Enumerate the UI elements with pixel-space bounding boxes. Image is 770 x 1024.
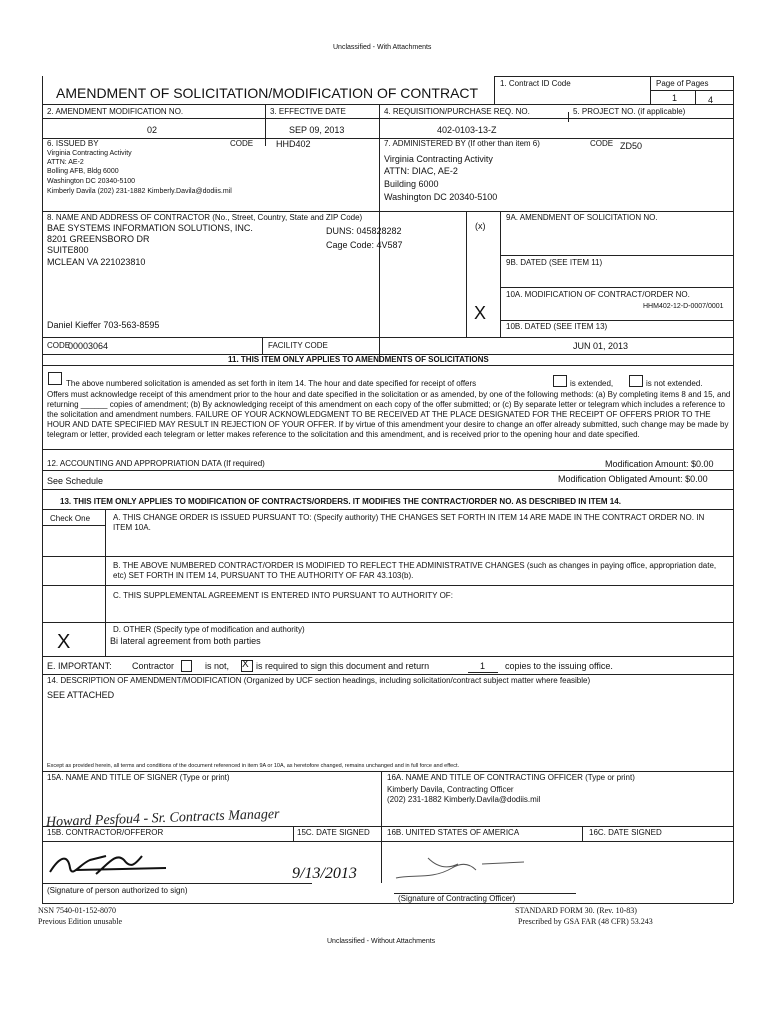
item-13c-text: C. THIS SUPPLEMENTAL AGREEMENT IS ENTERED INTO PURSUANT TO AUTHORITY OF:	[113, 591, 453, 600]
item-11-line1: The above numbered solicitation is amended as set forth in item 14. The hour and date specified for receipt of offers	[66, 379, 477, 388]
issued-code-value: HHD402	[276, 139, 311, 149]
item-11-title: 11. THIS ITEM ONLY APPLIES TO AMENDMENTS OF SOLICITATIONS	[228, 355, 489, 364]
contracting-officer-signature	[392, 850, 532, 884]
issued-line: ATTN: AE-2	[47, 159, 84, 166]
item-14-value: SEE ATTACHED	[47, 690, 115, 700]
item-11-instructions: Offers must acknowledge receipt of this amendment prior to the hour and date specified in the solicitation or as amended, by one of the following methods: (a) By completing items 8 and 15, and returning ______ copies of amendment; (b) By acknowledging receipt of this amendment on each copy of the offer submitted; or (c) By separate letter or telegram which includes a reference to the solicitation and amendment numbers. FAILURE OF YOUR ACKNOWLEDGMENT TO BE RECEIVED AT THE PLACE DESIGNATED FOR THE RECEIPT OF OFFERS PRIOR TO THE HOUR AND DATE SPECIFIED MAY RESULT IN REJECTION OF YOUR OFFER. If by virtue of this amendment your desire to change an offer already submitted, such change may be made by telegram or letter, provided each telegram or letter makes reference to the solicitation and this amendment, and is received prior to the opening hour and date specified.	[47, 390, 731, 439]
not-extended-label: is not extended.	[646, 379, 703, 388]
modification-obligated-amount: Modification Obligated Amount: $0.00	[558, 474, 708, 484]
bottom-classification: Unclassified - Without Attachments	[327, 938, 436, 945]
solicitation-checkbox[interactable]	[48, 372, 62, 385]
officer-signature-caption: (Signature of Contracting Officer)	[398, 894, 516, 903]
item-14-label: 14. DESCRIPTION OF AMENDMENT/MODIFICATION (Organized by UCF section headings, including solicitation/contract subject matter where feasible)	[47, 676, 591, 685]
item-10a-value: HHM402-12-D-0007/0001	[643, 303, 724, 310]
is-required-x-mark: X	[242, 659, 249, 670]
item-13d-text: D. OTHER (Specify type of modification and authority)	[113, 625, 305, 634]
duns-number: DUNS: 045828282	[326, 226, 402, 236]
item-13d-x-mark: X	[57, 631, 71, 653]
item-14-except: Except as provided herein, all terms and conditions of the document referenced in item 9A or 10A, as heretofore changed, remains unchanged and in full force and effect.	[47, 763, 460, 769]
is-not-label: is not,	[205, 661, 230, 671]
form-title: AMENDMENT OF SOLICITATION/MODIFICATION OF CONTRACT	[56, 85, 479, 101]
administered-line: Washington DC 20340-5100	[384, 192, 498, 202]
requisition-label: 4. REQUISITION/PURCHASE REQ. NO.	[384, 107, 530, 116]
item-13a-text: A. THIS CHANGE ORDER IS ISSUED PURSUANT TO: (Specify authority) THE CHANGES SET FORTH IN ITEM 14 ARE MADE IN THE CONTRACT ORDER NO. IN ITEM 10A.	[113, 513, 705, 532]
item-15c-label: 15C. DATE SIGNED	[297, 828, 370, 837]
item-16a-line: Kimberly Davila, Contracting Officer	[387, 785, 514, 794]
contractor-line: MCLEAN VA 221023810	[47, 257, 146, 267]
administered-code-label: CODE	[590, 139, 614, 148]
standard-form: STANDARD FORM 30. (Rev. 10-83)	[515, 906, 637, 915]
contractor-signature-caption: (Signature of person authorized to sign)	[47, 886, 188, 895]
x-column-label: (x)	[475, 221, 486, 231]
important-rest: is required to sign this document and return	[256, 661, 430, 671]
item-10b-value: JUN 01, 2013	[573, 341, 629, 351]
modification-amount: Modification Amount: $0.00	[605, 459, 714, 469]
copies-count: 1	[480, 661, 486, 671]
top-classification: Unclassified - With Attachments	[333, 44, 432, 51]
project-no-label: 5. PROJECT NO. (if applicable)	[573, 107, 686, 116]
check-one-label: Check One	[50, 514, 91, 523]
issued-by-label: 6. ISSUED BY	[47, 139, 99, 148]
is-not-checkbox[interactable]	[181, 660, 192, 672]
previous-edition: Previous Edition unusable	[38, 917, 122, 926]
contractor-signature	[46, 846, 176, 882]
not-extended-checkbox[interactable]	[629, 375, 643, 387]
total-pages: 4	[708, 95, 714, 105]
important-label: E. IMPORTANT:	[47, 661, 112, 671]
item-16a-label: 16A. NAME AND TITLE OF CONTRACTING OFFICER (Type or print)	[387, 773, 635, 782]
contractor-line: BAE SYSTEMS INFORMATION SOLUTIONS, INC.	[47, 223, 253, 233]
contractor-code-value: 00003064	[68, 341, 109, 351]
item-9a-label: 9A. AMENDMENT OF SOLICITATION NO.	[506, 213, 658, 222]
issued-line: Kimberly Davila (202) 231-1882 Kimberly.Davila@dodiis.mil	[47, 188, 232, 195]
issued-line: Virginia Contracting Activity	[47, 150, 132, 157]
item-16b-label: 16B. UNITED STATES OF AMERICA	[387, 828, 520, 837]
item-13d-value: Bi lateral agreement from both parties	[110, 636, 261, 646]
item-9b-label: 9B. DATED (SEE ITEM 11)	[506, 258, 603, 267]
administered-line: Virginia Contracting Activity	[384, 154, 493, 164]
contractor-code-label: CODE	[47, 341, 71, 350]
item-12-label: 12. ACCOUNTING AND APPROPRIATION DATA (If required)	[47, 459, 265, 468]
administered-by-label: 7. ADMINISTERED BY (If other than item 6)	[384, 139, 540, 148]
administered-code-value: ZD50	[620, 141, 643, 151]
item-16c-label: 16C. DATE SIGNED	[589, 828, 662, 837]
facility-code-label: FACILITY CODE	[268, 341, 328, 350]
requisition-value: 402-0103-13-Z	[437, 125, 497, 135]
item-13-title: 13. THIS ITEM ONLY APPLIES TO MODIFICATION OF CONTRACTS/ORDERS. IT MODIFIES THE CONTRACT/ORDER NO. AS DESCRIBED IN ITEM 14.	[60, 497, 621, 506]
issued-code-label: CODE	[230, 139, 254, 148]
item-15a-label: 15A. NAME AND TITLE OF SIGNER (Type or print)	[47, 773, 230, 782]
item-10b-label: 10B. DATED (SEE ITEM 13)	[506, 322, 608, 331]
contractor-contact: Daniel Kieffer 703-563-8595	[47, 320, 160, 330]
important-tail: copies to the issuing office.	[505, 661, 613, 671]
item-16a-line: (202) 231-1882 Kimberly.Davila@dodiis.mil	[387, 795, 541, 804]
administered-line: ATTN: DIAC, AE-2	[384, 166, 458, 176]
frame-left	[42, 76, 43, 757]
effective-date-label: 3. EFFECTIVE DATE	[270, 107, 346, 116]
effective-date-value: SEP 09, 2013	[289, 125, 345, 135]
extended-label: is extended,	[570, 379, 614, 388]
issued-line: Bolling AFB, Bldg 6000	[47, 168, 119, 175]
frame-right	[733, 76, 734, 757]
amendment-no-label: 2. AMENDMENT MODIFICATION NO.	[47, 107, 184, 116]
contractor-label: 8. NAME AND ADDRESS OF CONTRACTOR (No., Street, Country, State and ZIP Code)	[47, 213, 363, 222]
signer-name-handwritten: Howard Pesfou4 - Sr. Contracts Manager	[45, 806, 280, 831]
item-10-x-mark: X	[474, 303, 487, 323]
nsn-number: NSN 7540-01-152-8070	[38, 906, 116, 915]
contract-id-label: 1. Contract ID Code	[500, 79, 571, 88]
contractor-line: SUITE800	[47, 245, 89, 255]
contractor-date-signed: 9/13/2013	[292, 865, 357, 882]
item-13b-text: B. THE ABOVE NUMBERED CONTRACT/ORDER IS MODIFIED TO REFLECT THE ADMINISTRATIVE CHANGES (such as changes in paying office, appropriation date, etc) SET FORTH IN ITEM 14, PURSUANT TO THE AUTHORITY OF FAR 43.103(b).	[113, 561, 717, 580]
prescribed-by: Prescribed by GSA FAR (48 CFR) 53.243	[518, 917, 653, 926]
item-10a-label: 10A. MODIFICATION OF CONTRACT/ORDER NO.	[506, 290, 690, 299]
item-12-value: See Schedule	[47, 476, 104, 486]
page-of-pages-label: Page of Pages	[656, 79, 709, 88]
important-contractor: Contractor	[132, 661, 175, 671]
page-number: 1	[672, 93, 678, 103]
item-15b-label: 15B. CONTRACTOR/OFFEROR	[47, 828, 164, 837]
amendment-no-value: 02	[147, 125, 158, 135]
administered-line: Building 6000	[384, 179, 439, 189]
extended-checkbox[interactable]	[553, 375, 567, 387]
issued-line: Washington DC 20340-5100	[47, 178, 136, 185]
cage-code: Cage Code: 4V587	[326, 240, 403, 250]
contractor-line: 8201 GREENSBORO DR	[47, 234, 150, 244]
